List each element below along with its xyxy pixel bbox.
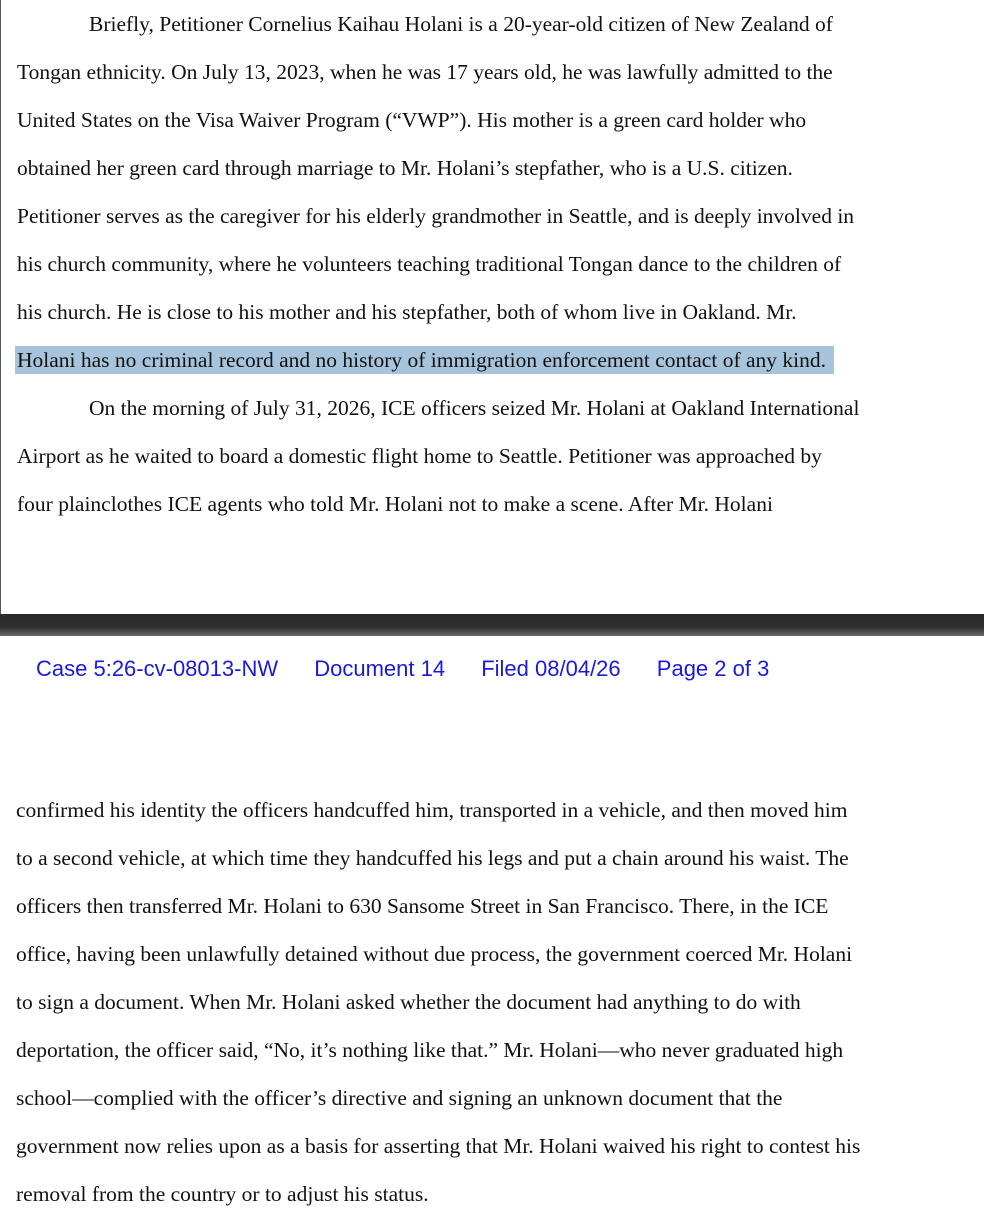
paragraph-line: Airport as he waited to board a domestic flight home to Seattle. Petitioner was approached by	[17, 444, 822, 468]
paragraph-line: obtained her green card through marriage to Mr. Holani’s stepfather, who is a U.S. citizen.	[17, 156, 793, 180]
paragraph-line: his church. He is close to his mother and his stepfather, both of whom live in Oakland. Mr.	[17, 300, 797, 324]
paragraph-line: four plainclothes ICE agents who told Mr. Holani not to make a scene. After Mr. Holani	[17, 492, 773, 516]
paragraph-line: his church community, where he volunteers teaching traditional Tongan dance to the children of	[17, 252, 842, 276]
paragraph-line: office, having been unlawfully detained without due process, the government coerced Mr. Holani	[16, 942, 853, 966]
paragraph-line: to a second vehicle, at which time they handcuffed his legs and put a chain around his waist. The	[16, 846, 849, 870]
paragraph-line: removal from the country or to adjust his status.	[16, 1182, 429, 1206]
paragraph-line: Briefly, Petitioner Cornelius Kaihau Holani is a 20-year-old citizen of New Zealand of	[89, 12, 833, 36]
highlighted-line[interactable]	[17, 345, 834, 375]
page-indicator: Page 2 of 3	[656, 656, 770, 681]
paragraph-line: school—complied with the officer’s directive and signing an unknown document that the	[16, 1086, 783, 1110]
case-header	[36, 656, 799, 682]
paragraph-line: government now relies upon as a basis for asserting that Mr. Holani waived his right to contest his	[16, 1134, 861, 1158]
paragraph-line: officers then transferred Mr. Holani to 630 Sansome Street in San Francisco. There, in the ICE	[16, 894, 829, 918]
paragraph-line: Petitioner serves as the caregiver for his elderly grandmother in Seattle, and is deeply involved in	[17, 204, 855, 228]
filed-date: Filed 08/04/26	[481, 656, 621, 681]
paragraph-line: Tongan ethnicity. On July 13, 2023, when he was 17 years old, he was lawfully admitted to the	[17, 60, 833, 84]
paragraph-line: to sign a document. When Mr. Holani asked whether the document had anything to do with	[16, 990, 801, 1014]
text-highlight[interactable]: Holani has no criminal record and no history of immigration enforcement contact of any kind.	[15, 346, 834, 374]
case-number: Case 5:26-cv-08013-NW	[36, 656, 279, 681]
paragraph-line: confirmed his identity the officers handcuffed him, transported in a vehicle, and then moved him	[16, 798, 848, 822]
document-number: Document 14	[314, 656, 446, 681]
paragraph-line: United States on the Visa Waiver Program (“VWP”). His mother is a green card holder who	[17, 108, 807, 132]
document-page-bottom	[0, 636, 984, 1228]
paragraph-line: On the morning of July 31, 2026, ICE officers seized Mr. Holani at Oakland International	[89, 396, 860, 420]
paragraph-line: deportation, the officer said, “No, it’s nothing like that.” Mr. Holani—who never graduated high	[16, 1038, 844, 1062]
page-break-divider	[0, 614, 984, 636]
